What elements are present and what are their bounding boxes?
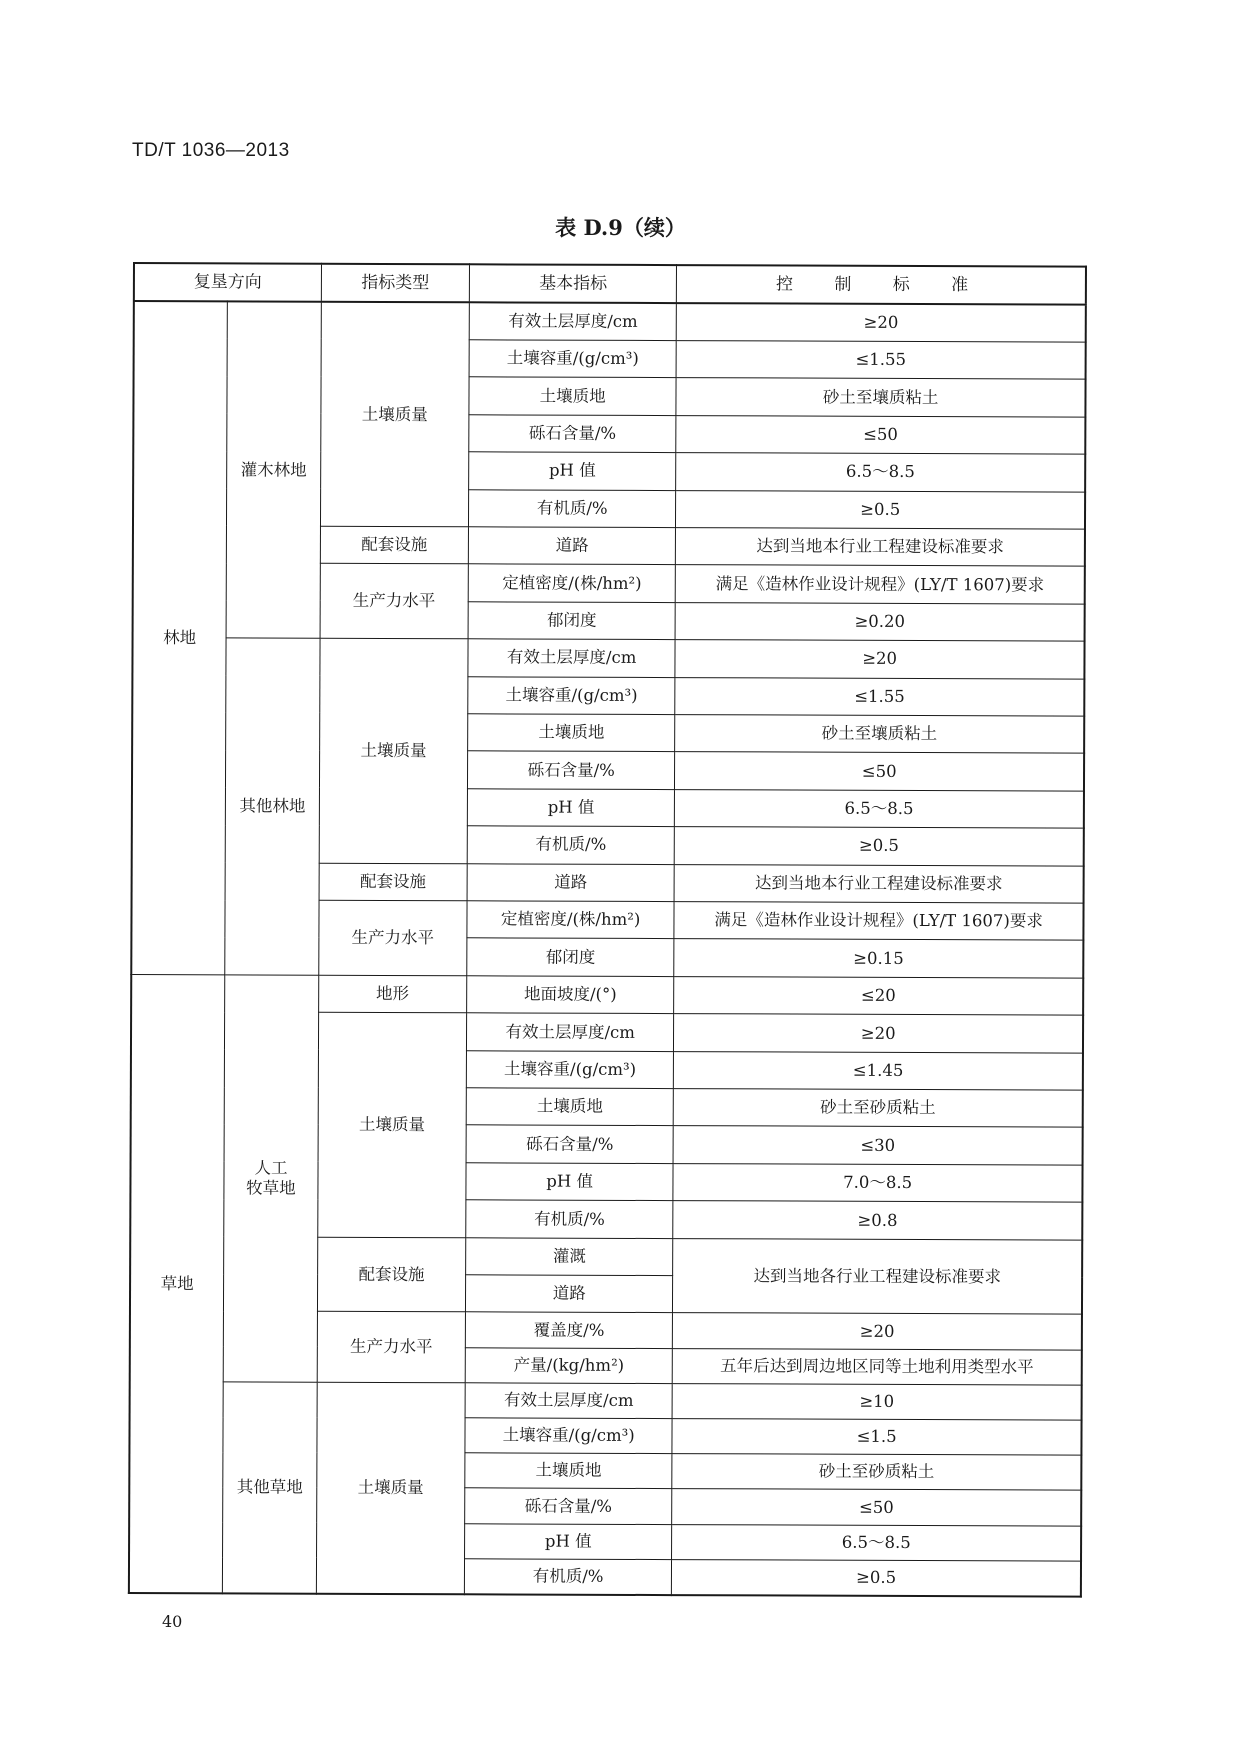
indicator-cell: 土壤容重/(g/cm³) bbox=[468, 676, 675, 714]
indicator-cell: 土壤质地 bbox=[468, 714, 675, 752]
standard-cell: ≥0.8 bbox=[673, 1201, 1082, 1240]
table-row bbox=[130, 1381, 1082, 1420]
type-productivity: 生产力水平 bbox=[317, 1312, 466, 1383]
indicator-cell: 覆盖度/% bbox=[465, 1312, 672, 1348]
type-productivity: 生产力水平 bbox=[319, 900, 468, 975]
standard-cell: 满足《造林作业设计规程》(LY/T 1607)要求 bbox=[674, 902, 1083, 941]
indicator-cell: 砾石含量/% bbox=[465, 1488, 672, 1524]
standard-cell: 6.5～8.5 bbox=[675, 789, 1084, 828]
type-soil-quality: 土壤质量 bbox=[320, 302, 469, 527]
indicator-cell: 有效土层厚度/cm bbox=[469, 302, 676, 340]
standard-cell: ≥0.20 bbox=[675, 602, 1084, 641]
indicator-cell: 道路 bbox=[468, 527, 675, 565]
table-frame bbox=[128, 262, 1087, 1598]
indicator-cell: 土壤容重/(g/cm³) bbox=[465, 1418, 672, 1454]
table-row bbox=[131, 974, 1083, 1015]
indicator-cell: pH 值 bbox=[465, 1523, 672, 1559]
subdirection-other-forest: 其他林地 bbox=[225, 638, 320, 975]
indicator-cell: 有机质/% bbox=[464, 1559, 671, 1595]
standard-cell: 砂土至壤质粘土 bbox=[675, 715, 1084, 754]
subdirection-shrub: 灌木林地 bbox=[226, 301, 321, 638]
standard-cell: ≥0.5 bbox=[676, 490, 1085, 529]
standard-cell: 达到当地各行业工程建设标准要求 bbox=[673, 1238, 1082, 1314]
standard-cell: ≥20 bbox=[677, 303, 1086, 342]
standard-cell: ≤50 bbox=[676, 415, 1085, 454]
standard-cell: 6.5～8.5 bbox=[672, 1524, 1081, 1561]
indicator-cell: 土壤容重/(g/cm³) bbox=[466, 1050, 673, 1088]
indicator-cell: 有效土层厚度/cm bbox=[468, 639, 675, 677]
standard-cell: ≤20 bbox=[674, 976, 1083, 1015]
indicator-cell: 地面坡度/(°) bbox=[467, 976, 674, 1014]
type-supporting: 配套设施 bbox=[317, 1237, 466, 1312]
type-soil-quality: 土壤质量 bbox=[316, 1382, 465, 1594]
indicator-cell: pH 值 bbox=[469, 452, 676, 490]
indicator-cell: 有机质/% bbox=[468, 489, 675, 527]
type-soil-quality: 土壤质量 bbox=[318, 1012, 467, 1237]
indicator-cell: 土壤容重/(g/cm³) bbox=[469, 340, 676, 378]
standard-cell: 五年后达到周边地区同等土地利用类型水平 bbox=[673, 1348, 1082, 1385]
standard-cell: ≥0.5 bbox=[675, 827, 1084, 866]
standard-cell: ≥20 bbox=[675, 640, 1084, 679]
indicator-cell: 定植密度/(株/hm²) bbox=[468, 564, 675, 602]
direction-grass: 草地 bbox=[129, 974, 225, 1593]
indicator-cell: pH 值 bbox=[466, 1163, 673, 1201]
subdirection-artificial-grass bbox=[223, 975, 318, 1382]
standard-cell: 砂土至砂质粘土 bbox=[674, 1089, 1083, 1128]
standard-cell: 达到当地本行业工程建设标准要求 bbox=[676, 528, 1085, 567]
indicator-cell: 有效土层厚度/cm bbox=[465, 1383, 672, 1419]
standard-cell: ≤50 bbox=[675, 752, 1084, 791]
table-row bbox=[134, 301, 1086, 342]
type-soil-quality: 土壤质量 bbox=[319, 638, 468, 863]
indicator-cell: 土壤质地 bbox=[469, 377, 676, 415]
indicator-cell: 灌溉 bbox=[466, 1237, 673, 1275]
standards-table bbox=[128, 262, 1087, 1598]
subdirection-artificial-grass-label bbox=[246, 1158, 296, 1198]
header-control-standard bbox=[677, 265, 1086, 305]
table-title: 表 D.9（续） bbox=[555, 215, 686, 240]
standard-cell: 砂土至壤质粘土 bbox=[676, 378, 1085, 417]
header-basic-indicator: 基本指标 bbox=[469, 264, 676, 303]
type-productivity: 生产力水平 bbox=[320, 564, 469, 639]
indicator-cell: 定植密度/(株/hm²) bbox=[467, 901, 674, 939]
type-terrain: 地形 bbox=[318, 975, 466, 1013]
standard-cell: 砂土至砂质粘土 bbox=[672, 1454, 1081, 1491]
standard-cell: 7.0～8.5 bbox=[673, 1163, 1082, 1202]
standard-cell: 达到当地本行业工程建设标准要求 bbox=[674, 864, 1083, 903]
type-supporting: 配套设施 bbox=[320, 526, 468, 564]
standard-cell: ≥0.5 bbox=[672, 1559, 1081, 1596]
header-row bbox=[134, 263, 1086, 305]
indicator-cell: pH 值 bbox=[467, 789, 674, 827]
indicator-cell: 有机质/% bbox=[467, 826, 674, 864]
standard-cell: ≥20 bbox=[673, 1313, 1082, 1350]
page-number: 40 bbox=[162, 1612, 183, 1631]
document-code: TD/T 1036—2013 bbox=[132, 140, 290, 161]
standard-cell: ≤30 bbox=[673, 1126, 1082, 1165]
standard-cell: ≥0.15 bbox=[674, 939, 1083, 978]
indicator-cell: 土壤质地 bbox=[465, 1453, 672, 1489]
indicator-cell: 砾石含量/% bbox=[466, 1125, 673, 1163]
type-supporting: 配套设施 bbox=[319, 863, 467, 901]
indicator-cell: 郁闭度 bbox=[468, 602, 675, 640]
subdirection-other-grass: 其他草地 bbox=[223, 1382, 317, 1594]
indicator-cell: 土壤质地 bbox=[466, 1088, 673, 1126]
standard-cell: ≤50 bbox=[672, 1489, 1081, 1526]
header-indicator-type: 指标类型 bbox=[321, 264, 469, 303]
standard-cell: ≤1.5 bbox=[672, 1419, 1081, 1456]
artificial-grass-line2: 牧草地 bbox=[246, 1178, 296, 1198]
table-row bbox=[132, 638, 1084, 679]
indicator-cell: 砾石含量/% bbox=[467, 751, 674, 789]
indicator-cell: 有效土层厚度/cm bbox=[466, 1013, 673, 1051]
indicator-cell: 郁闭度 bbox=[467, 938, 674, 976]
standard-cell: 6.5～8.5 bbox=[676, 453, 1085, 492]
standard-cell: ≥10 bbox=[672, 1383, 1081, 1420]
indicator-cell: 道路 bbox=[465, 1275, 672, 1313]
indicator-cell: 有机质/% bbox=[466, 1200, 673, 1238]
header-control-standard-text: 控 制 标 准 bbox=[775, 274, 987, 296]
standard-cell: ≥20 bbox=[674, 1014, 1083, 1053]
standard-cell: ≤1.45 bbox=[674, 1051, 1083, 1090]
indicator-cell: 砾石含量/% bbox=[469, 415, 676, 453]
standard-cell: 满足《造林作业设计规程》(LY/T 1607)要求 bbox=[676, 565, 1085, 604]
indicator-cell: 产量/(kg/hm²) bbox=[465, 1347, 672, 1383]
standard-cell: ≤1.55 bbox=[675, 677, 1084, 716]
header-direction: 复垦方向 bbox=[134, 263, 321, 302]
indicator-cell: 道路 bbox=[467, 863, 674, 901]
direction-forest: 林地 bbox=[131, 301, 227, 975]
artificial-grass-line1: 人工 bbox=[254, 1158, 288, 1178]
standard-cell: ≤1.55 bbox=[676, 340, 1085, 379]
